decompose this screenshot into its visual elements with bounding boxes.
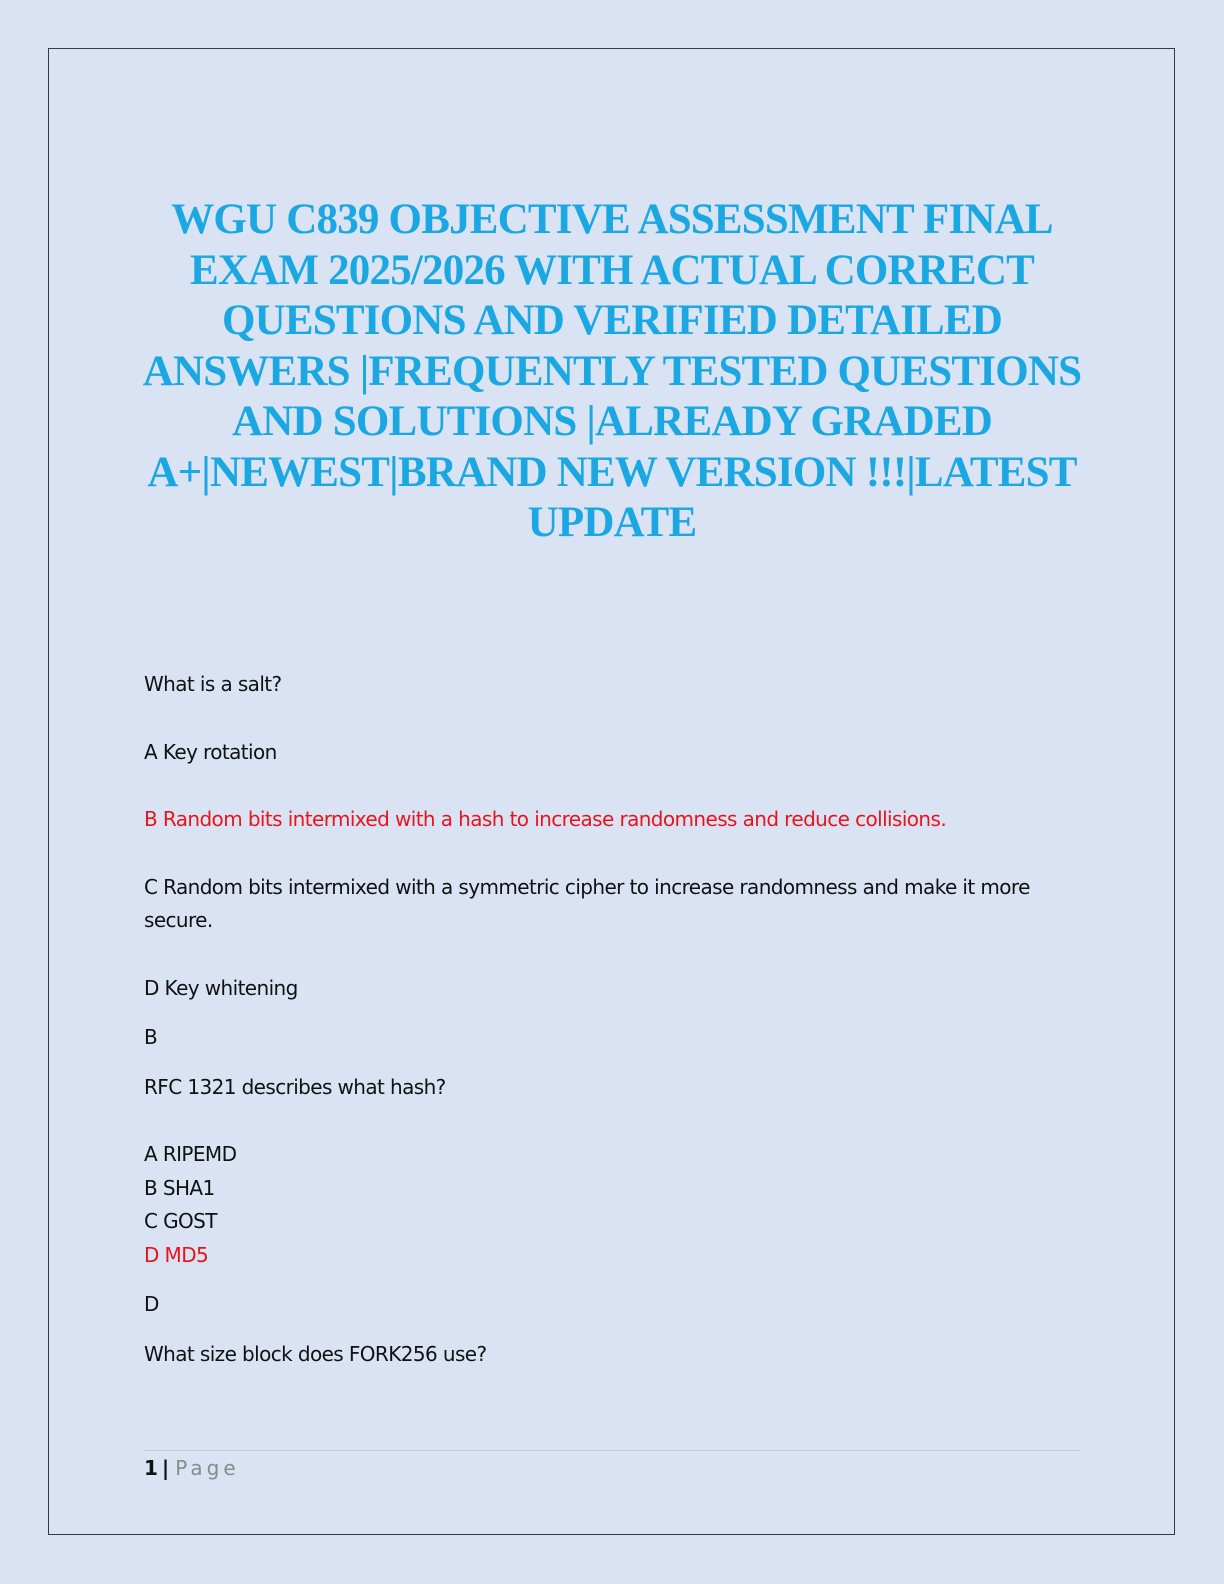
footer-divider: [144, 1450, 1080, 1451]
q2-option-c: C GOST: [144, 1209, 217, 1233]
document-title: WGU C839 OBJECTIVE ASSESSMENT FINAL EXAM 2025/2026 WITH ACTUAL CORRECT QUESTIONS AND VERIFIED DETAILED ANSWERS |FREQUENTLY TESTED QUESTIONS AND SOLUTIONS |ALREADY GRADED A+|NEWEST|BRAND NEW VERSION !!!|LATEST UPDATE: [142, 196, 1082, 546]
question-2: RFC 1321 describes what hash?: [144, 1074, 446, 1099]
q1-option-b-correct: B Random bits intermixed with a hash to increase randomness and reduce collisions.: [144, 807, 947, 831]
q2-option-a: A RIPEMD: [144, 1142, 237, 1166]
q2-option-b: B SHA1: [144, 1175, 215, 1200]
q1-option-d: D Key whitening: [144, 975, 298, 1000]
question-3: What size block does FORK256 use?: [144, 1341, 487, 1366]
q1-option-a: A Key rotation: [144, 739, 277, 764]
page-number: 1: [144, 1456, 158, 1480]
question-1: What is a salt?: [144, 672, 282, 696]
q2-answer: D: [144, 1292, 159, 1316]
exam-content: [144, 668, 1064, 1371]
q2-option-d-correct: D MD5: [144, 1242, 209, 1267]
q1-answer: B: [144, 1025, 158, 1049]
page-label: Page: [175, 1456, 240, 1480]
page-footer: [144, 1456, 240, 1480]
footer-separator: |: [161, 1456, 170, 1480]
q1-option-c: C Random bits intermixed with a symmetric cipher to increase randomness and make it more secure.: [144, 874, 1036, 932]
